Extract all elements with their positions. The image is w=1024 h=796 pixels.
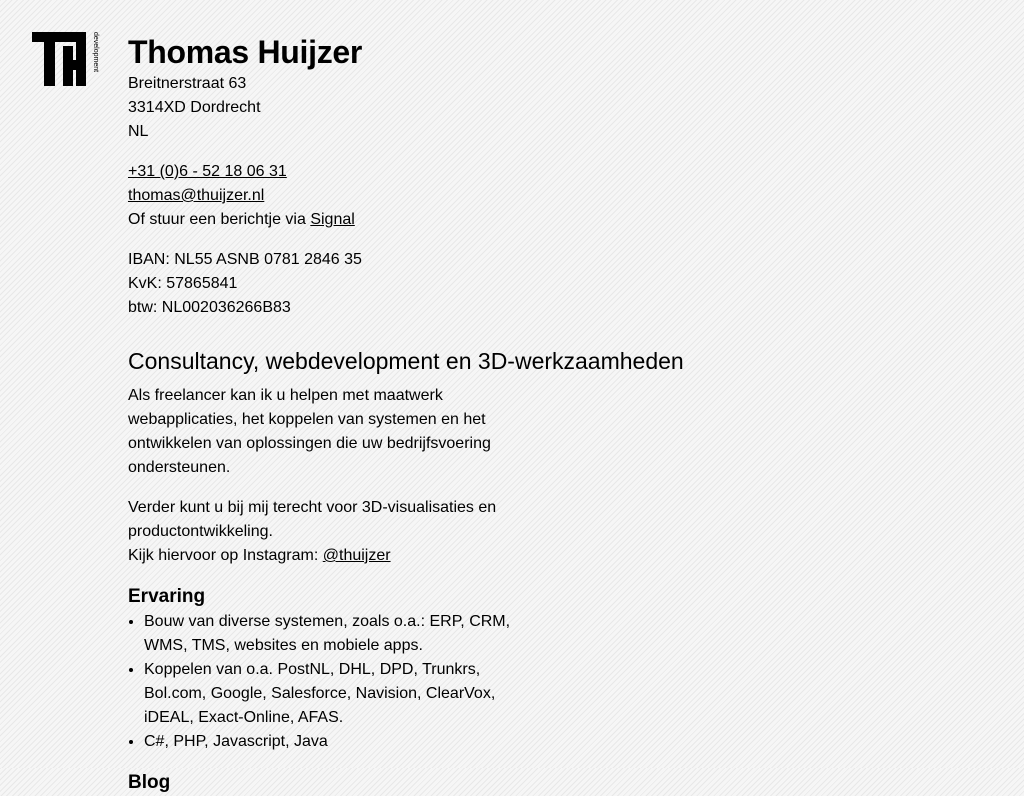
- iban: IBAN: NL55 ASNB 0781 2846 35: [128, 251, 362, 268]
- instagram-line: [128, 544, 508, 568]
- contact: [128, 160, 728, 232]
- services-extra-text: Verder kunt u bij mij terecht voor 3D-visualisaties en productontwikkeling.: [128, 499, 497, 540]
- main-content: [128, 32, 728, 796]
- kvk: KvK: 57865841: [128, 275, 238, 292]
- list-item: • Koppelen van o.a. PostNL, DHL, DPD, Trunkrs, Bol.com, Google, Salesforce, Navision, ClearVox, iDEAL, Exact-Online, AFAS.: [144, 658, 514, 730]
- th-logo-icon: [32, 32, 98, 88]
- email-link[interactable]: thomas@thuijzer.nl: [128, 187, 265, 204]
- btw: btw: NL002036266B83: [128, 299, 291, 316]
- instagram-prefix: Kijk hiervoor op Instagram:: [128, 547, 323, 564]
- services-extra: [128, 496, 508, 568]
- business-info: [128, 248, 728, 320]
- phone-link[interactable]: +31 (0)6 - 52 18 06 31: [128, 163, 287, 180]
- experience-list: [128, 610, 514, 754]
- signal-prefix: Of stuur een berichtje via: [128, 211, 311, 228]
- address-country: NL: [128, 123, 149, 140]
- blog-heading: Blog: [128, 772, 171, 793]
- services-heading: Consultancy, webdevelopment en 3D-werkzaamheden: [128, 348, 684, 374]
- logo-tagline: development: [92, 32, 99, 73]
- address: [128, 72, 728, 144]
- logo: [32, 32, 98, 88]
- list-item: • Bouw van diverse systemen, zoals o.a.: ERP, CRM, WMS, TMS, websites en mobiele apps.: [144, 610, 514, 658]
- experience-heading: Ervaring: [128, 586, 206, 607]
- list-item: • C#, PHP, Javascript, Java: [144, 730, 514, 754]
- address-street: Breitnerstraat 63: [128, 75, 247, 92]
- signal-link[interactable]: Signal: [310, 211, 355, 228]
- address-city: 3314XD Dordrecht: [128, 99, 261, 116]
- signal-line: [128, 208, 728, 232]
- services-intro: Als freelancer kan ik u helpen met maatwerk webapplicaties, het koppelen van systemen en het ontwikkelen van oplossingen die uw bedrijfsvoering ondersteunen.: [128, 387, 491, 476]
- page-title: Thomas Huijzer: [128, 34, 363, 70]
- instagram-link[interactable]: @thuijzer: [322, 547, 391, 564]
